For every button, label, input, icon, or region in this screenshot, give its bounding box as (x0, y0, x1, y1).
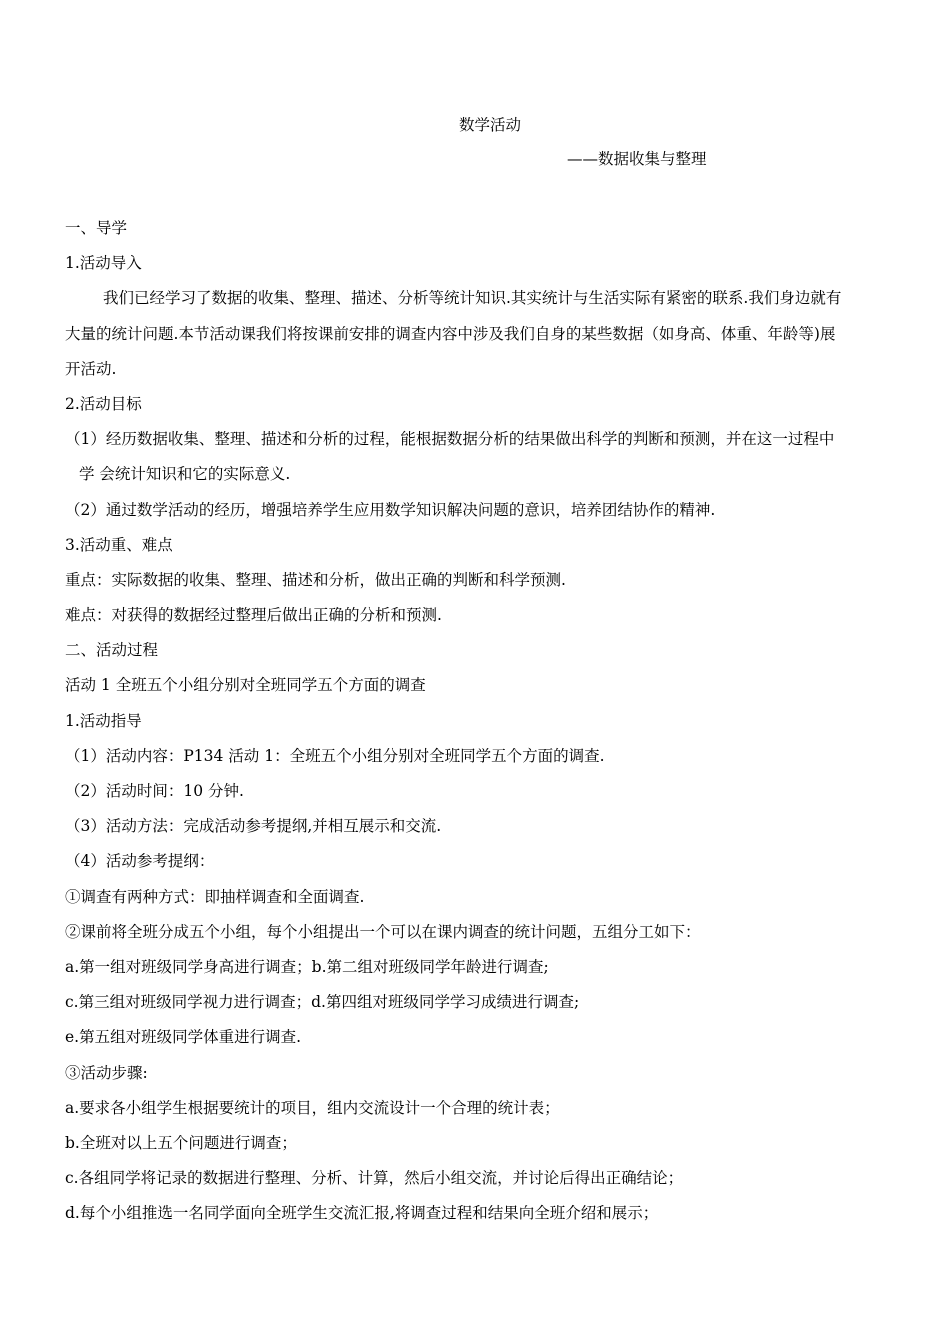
list-item: a.第一组对班级同学身高进行调查；b.第二组对班级同学年龄进行调查; (65, 957, 549, 976)
list-item: （2）活动时间：10 分钟. (65, 782, 244, 800)
list-item: e.第五组对班级同学体重进行调查. (65, 1028, 302, 1047)
section-heading: 二、活动过程 (65, 641, 159, 660)
list-item: d.每个小组推选一名同学面向全班学生交流汇报,将调查过程和结果向全班介绍和展示； (65, 1204, 659, 1223)
list-item: c.各组同学将记录的数据进行整理、分析、计算，然后小组交流，并讨论后得出正确结论； (65, 1169, 684, 1188)
paragraph-line: （1）经历数据收集、整理、描述和分析的过程，能根据数据分析的结果做出科学的判断和预测，并在这一过程中 (65, 430, 835, 449)
list-item: （3）活动方法：完成活动参考提纲,并相互展示和交流. (65, 817, 442, 836)
paragraph-line: 学 会统计知识和它的实际意义. (79, 465, 291, 484)
paragraph-line: 大量的统计问题.本节活动课我们将按课前安排的调查内容中涉及我们自身的某些数据（如身高、体重、年龄等)展 (65, 324, 836, 343)
list-item: ①调查有两种方式：即抽样调查和全面调查. (65, 887, 365, 906)
paragraph-line: 开活动. (65, 359, 117, 378)
list-item: b.全班对以上五个问题进行调查； (65, 1133, 297, 1152)
list-item: （4）活动参考提纲： (65, 852, 215, 871)
paragraph-line: 重点：实际数据的收集、整理、描述和分析，做出正确的判断和科学预测. (65, 570, 566, 589)
activity-heading: 活动 1 全班五个小组分别对全班同学五个方面的调查 (65, 676, 426, 695)
subsection-heading: 1.活动指导 (65, 711, 142, 730)
paragraph-line: （2）通过数学活动的经历，增强培养学生应用数学知识解决问题的意识，培养团结协作的精神. (65, 500, 716, 519)
section-heading: 一、导学 (65, 219, 128, 237)
document-subtitle: ——数据收集与整理 (567, 150, 707, 168)
subsection-heading: 1.活动导入 (65, 254, 142, 273)
subsection-heading: 3.活动重、难点 (65, 535, 173, 554)
document-title: 数学活动 (459, 116, 522, 134)
list-item: ③活动步骤: (65, 1063, 148, 1082)
list-item: a.要求各小组学生根据要统计的项目，组内交流设计一个合理的统计表； (65, 1098, 560, 1117)
document-body (65, 218, 915, 1238)
paragraph-line: 难点：对获得的数据经过整理后做出正确的分析和预测. (65, 606, 442, 625)
subsection-heading: 2.活动目标 (65, 394, 142, 413)
list-item: ②课前将全班分成五个小组，每个小组提出一个可以在课内调查的统计问题，五组分工如下： (65, 922, 701, 941)
list-item: c.第三组对班级同学视力进行调查；d.第四组对班级同学学习成绩进行调查; (65, 993, 580, 1012)
list-item: （1）活动内容：P134 活动 1：全班五个小组分别对全班同学五个方面的调查. (65, 746, 605, 765)
paragraph-line: 我们已经学习了数据的收集、整理、描述、分析等统计知识.其实统计与生活实际有紧密的联系.我们身边就有 (103, 289, 842, 308)
